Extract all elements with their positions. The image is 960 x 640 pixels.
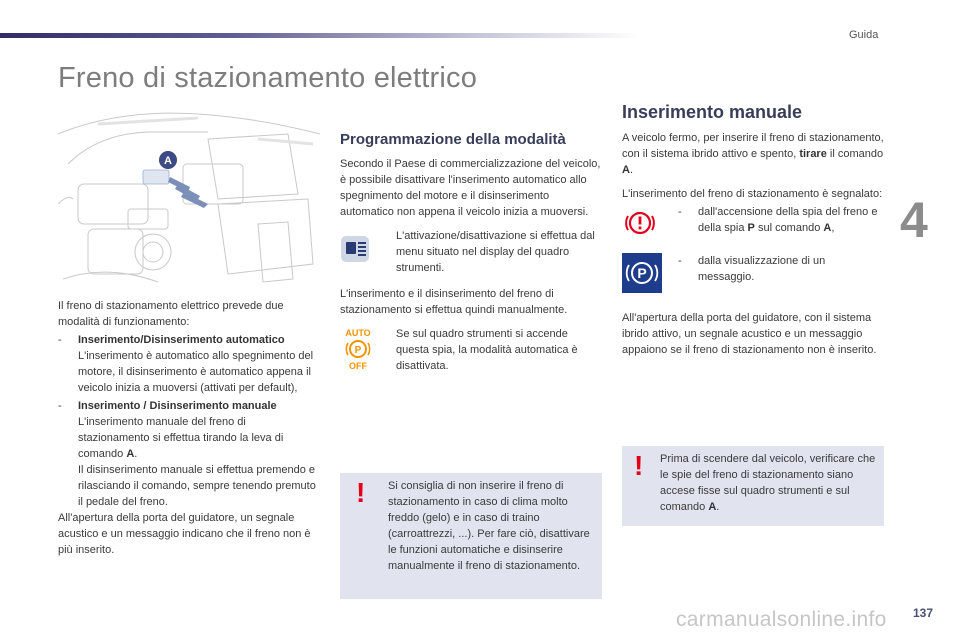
warning-text-exit: Prima di scendere dal veicolo, verificare che le spie del freno di stazionamento siano accese fisse sul quadro strumenti e sul comando A. (660, 453, 876, 513)
mode-title-auto: Inserimento/Disinserimento automatico (78, 334, 285, 346)
warning-box-climate (340, 473, 602, 599)
icon-row-brake (622, 204, 884, 243)
mode-text-manual: L'inserimento manuale del freno di stazionamento si effettua tirando la leva di comando A. (78, 416, 284, 460)
icon-text-auto-off: Se sul quadro strumenti si accende questa spia, la modalità automatica è disattivata. (396, 328, 578, 372)
dash: - (678, 255, 682, 267)
dash: - (58, 400, 62, 412)
icon-row-message (622, 253, 884, 298)
col3-para2: L'inserimento del freno di stazionamento è segnalato: (622, 188, 883, 200)
column-1 (58, 298, 320, 558)
col1-intro: Il freno di stazionamento elettrico prevede due modalità di funzionamento: (58, 300, 284, 328)
column-2 (340, 130, 602, 377)
col3-para1: A veicolo fermo, per inserire il freno di stazionamento, con il sistema ibrido attivo e spento, tirare il comando A. (622, 132, 884, 176)
mode-text-manual-release: Il disinserimento manuale si effettua premendo e rilasciando il comando, sempre tenendo premuto il pedale del freno. (78, 464, 316, 508)
site-watermark: carmanualsonline.info (676, 608, 887, 631)
warning-box-exit (622, 446, 884, 526)
icon-row-auto-off (340, 326, 602, 377)
auto-off-icon (340, 326, 396, 377)
warning-icon: ! (356, 477, 366, 508)
mode-title-manual: Inserimento / Disinserimento manuale (78, 400, 277, 412)
parking-p-icon (622, 253, 678, 298)
column-3 (622, 100, 884, 358)
dash: - (678, 206, 682, 218)
mode-text-auto: L'inserimento è automatico allo spegnimento del motore, il disinserimento è automatico appena il veicolo inizia a muoversi (attivati per default), (78, 350, 314, 394)
list-text-message: dalla visualizzazione di un messaggio. (698, 255, 826, 283)
icon-text-menu: L'attivazione/disattivazione si effettua dal menu situato nel display del quadro strumenti. (396, 230, 595, 274)
warning-text-climate: Si consiglia di non inserire il freno di stazionamento in caso di clima molto freddo (gelo) e in caso di traino (carroattrezzi, ...). Per fare ciò, disattivare le funzioni automatiche e disinserire manualmente il freno di stazionamento. (388, 480, 590, 572)
list-text-brake: dall'accensione della spia del freno e della spia P sul comando A, (698, 206, 878, 234)
brake-warning-icon (622, 204, 678, 243)
section-heading-programming: Programmazione della modalità (340, 131, 566, 148)
svg-text:P: P (637, 265, 647, 281)
col3-para3: All'apertura della porta del guidatore, con il sistema ibrido attivo, un segnale acustico e un messaggio appaiono se il freno di stazionamento non è inserito. (622, 312, 877, 356)
header-bar (0, 33, 640, 38)
list-item (58, 332, 320, 396)
auto-off-icon-bottom: OFF (349, 361, 367, 371)
auto-off-icon-top: AUTO (345, 328, 371, 338)
illustration-label-a: A (164, 155, 172, 167)
col2-para2: L'inserimento e il disinserimento del freno di stazionamento si effettua quindi manualmente. (340, 288, 568, 316)
instrument-display-icon (340, 228, 396, 269)
page-number: 137 (913, 606, 934, 620)
dashboard-illustration (58, 104, 320, 286)
svg-text:P: P (354, 345, 362, 356)
dash: - (58, 334, 62, 346)
warning-icon: ! (634, 450, 644, 481)
icon-row-menu (340, 228, 602, 276)
section-name: Guida (849, 29, 879, 41)
page-title: Freno di stazionamento elettrico (58, 62, 478, 94)
col1-outro: All'apertura della porta del guidatore, un segnale acustico e un messaggio indicano che il freno non è più inserito. (58, 512, 311, 556)
chapter-number: 4 (900, 192, 928, 248)
list-item (678, 204, 884, 236)
list-item (58, 398, 320, 510)
list-item (678, 253, 884, 285)
section-heading-manual: Inserimento manuale (622, 102, 803, 122)
col2-para1: Secondo il Paese di commercializzazione del veicolo, è possibile disattivare l'inserimento automatico allo spegnimento del motore e il disinserimento automatico non appena il veicolo inizia a muoversi. (340, 158, 601, 218)
